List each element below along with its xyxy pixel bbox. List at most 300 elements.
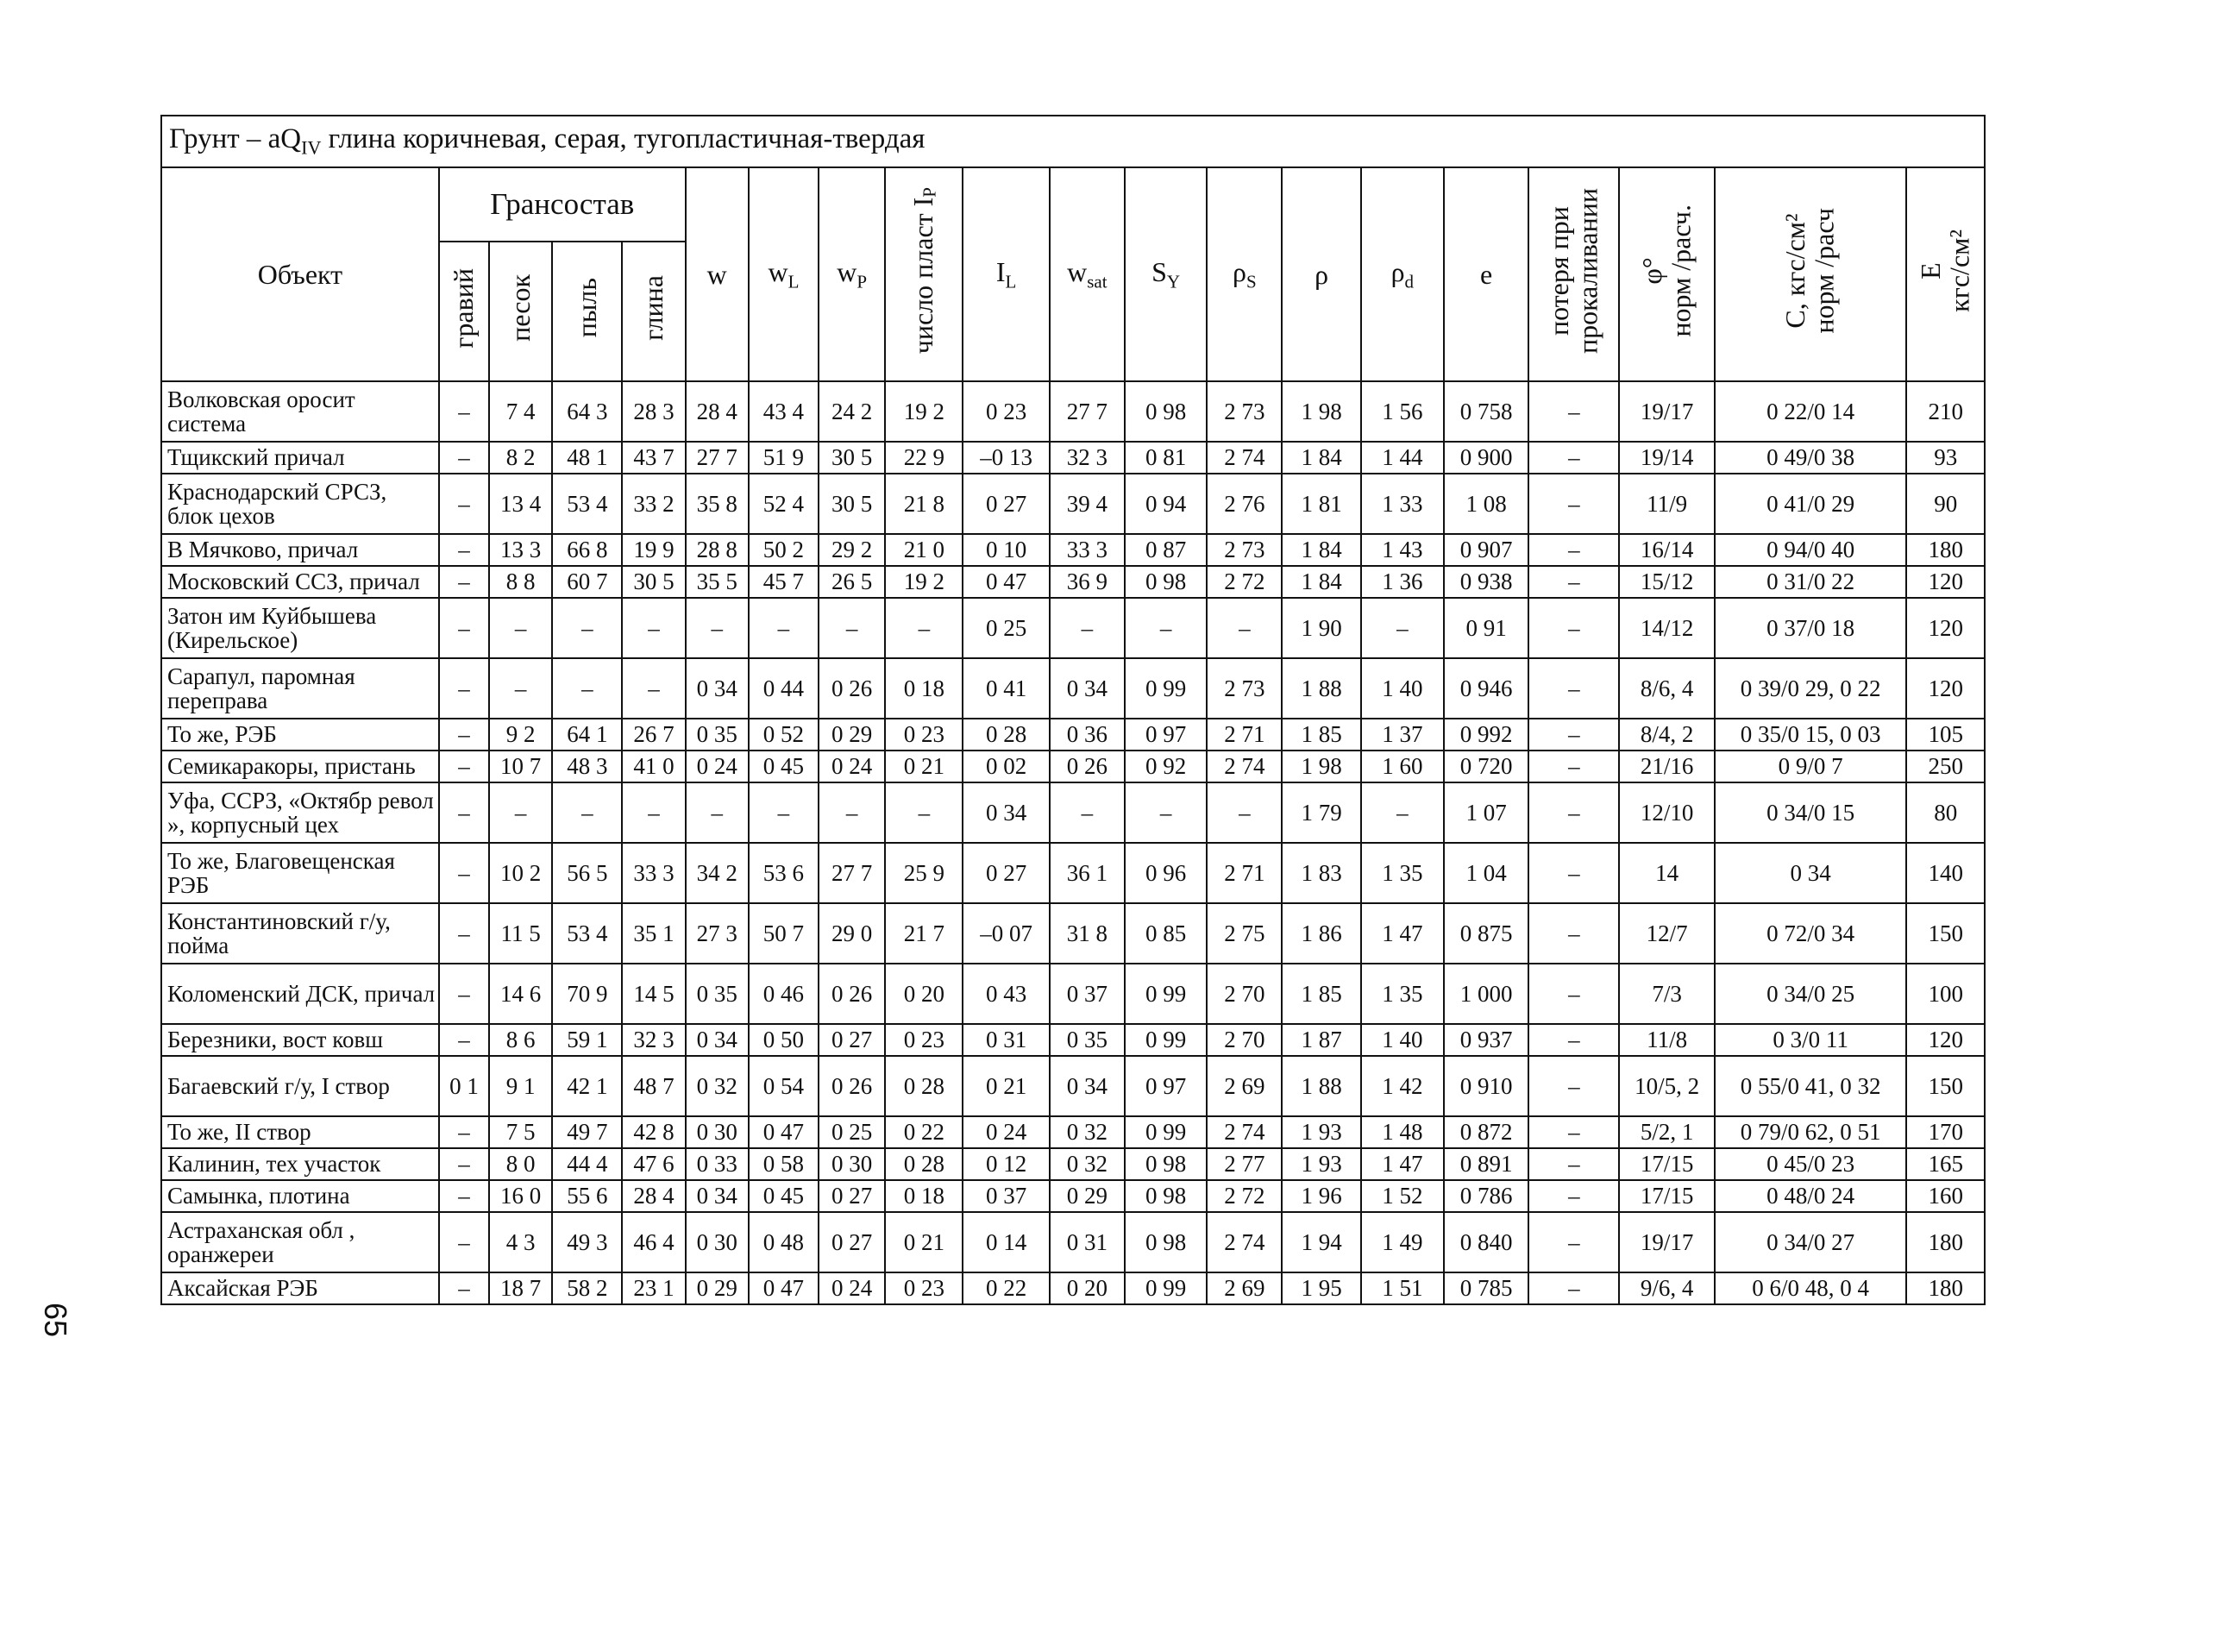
value-cell: –	[489, 598, 552, 658]
value-cell: 1 79	[1282, 782, 1360, 843]
header-grain-composition: Грансостав	[439, 167, 686, 242]
value-cell: 0 27	[819, 1212, 885, 1272]
value-cell: 0 26	[819, 964, 885, 1024]
value-cell: 0 34	[1050, 1056, 1125, 1116]
table-row	[161, 566, 1985, 598]
value-cell: 1 84	[1282, 566, 1360, 598]
value-cell: –	[439, 843, 489, 903]
value-cell: 140	[1906, 843, 1985, 903]
value-cell: 0 21	[885, 751, 963, 782]
value-cell: –	[1125, 782, 1207, 843]
value-cell: 0 35	[686, 964, 749, 1024]
value-cell: –	[1528, 534, 1619, 566]
table-row	[161, 964, 1985, 1024]
value-cell: 0 34/0 27	[1715, 1212, 1907, 1272]
value-cell: 56 5	[552, 843, 622, 903]
value-cell: –	[1361, 782, 1444, 843]
value-cell: 0 34	[686, 658, 749, 719]
value-cell: 1 000	[1444, 964, 1528, 1024]
value-cell: 1 47	[1361, 1148, 1444, 1180]
header-sr-text: S	[1151, 255, 1167, 287]
value-cell: –	[439, 903, 489, 964]
value-cell: 0 44	[749, 658, 819, 719]
value-cell: –	[686, 598, 749, 658]
table-row	[161, 534, 1985, 566]
header-il-sub: L	[1005, 271, 1017, 292]
value-cell: 27 7	[686, 442, 749, 474]
value-cell: 19/17	[1619, 381, 1714, 442]
value-cell: –0 13	[963, 442, 1049, 474]
value-cell: 1 56	[1361, 381, 1444, 442]
value-cell: 43 4	[749, 381, 819, 442]
value-cell: 0 27	[963, 843, 1049, 903]
value-cell: 1 81	[1282, 474, 1360, 534]
value-cell: 2 71	[1207, 719, 1282, 751]
value-cell: 8 0	[489, 1148, 552, 1180]
value-cell: 53 4	[552, 903, 622, 964]
value-cell: 90	[1906, 474, 1985, 534]
value-cell: 17/15	[1619, 1148, 1714, 1180]
value-cell: 11/9	[1619, 474, 1714, 534]
value-cell: 1 07	[1444, 782, 1528, 843]
value-cell: 50 2	[749, 534, 819, 566]
value-cell: 50 7	[749, 903, 819, 964]
value-cell: 0 937	[1444, 1024, 1528, 1056]
value-cell: 0 37	[963, 1180, 1049, 1212]
value-cell: 0 31	[1050, 1212, 1125, 1272]
value-cell: 210	[1906, 381, 1985, 442]
value-cell: 2 70	[1207, 1024, 1282, 1056]
value-cell: 0 81	[1125, 442, 1207, 474]
value-cell: 52 4	[749, 474, 819, 534]
value-cell: 36 1	[1050, 843, 1125, 903]
value-cell: 1 36	[1361, 566, 1444, 598]
header-ip-text: число пласт I	[907, 198, 939, 355]
object-name-cell: Сарапул, паромная переправа	[161, 658, 439, 719]
value-cell: 0 54	[749, 1056, 819, 1116]
value-cell: 0 91	[1444, 598, 1528, 658]
value-cell: 250	[1906, 751, 1985, 782]
value-cell: –	[1050, 598, 1125, 658]
value-cell: 11/8	[1619, 1024, 1714, 1056]
value-cell: 44 4	[552, 1148, 622, 1180]
value-cell: 0 22	[885, 1116, 963, 1148]
value-cell: 1 86	[1282, 903, 1360, 964]
value-cell: 0 910	[1444, 1056, 1528, 1116]
value-cell: 0 92	[1125, 751, 1207, 782]
value-cell: 0 99	[1125, 964, 1207, 1024]
value-cell: 32 3	[622, 1024, 685, 1056]
table-row	[161, 598, 1985, 658]
value-cell: 1 37	[1361, 719, 1444, 751]
value-cell: 48 7	[622, 1056, 685, 1116]
value-cell: 170	[1906, 1116, 1985, 1148]
value-cell: 0 25	[963, 598, 1049, 658]
value-cell: –	[439, 1272, 489, 1304]
value-cell: 0 946	[1444, 658, 1528, 719]
header-rhos-text: ρ	[1233, 255, 1246, 287]
value-cell: 26 5	[819, 566, 885, 598]
value-cell: 0 891	[1444, 1148, 1528, 1180]
value-cell: 30 5	[819, 442, 885, 474]
value-cell: 28 3	[622, 381, 685, 442]
value-cell: 0 98	[1125, 1212, 1207, 1272]
value-cell: 120	[1906, 1024, 1985, 1056]
value-cell: –	[622, 658, 685, 719]
value-cell: 9 2	[489, 719, 552, 751]
value-cell: 0 21	[963, 1056, 1049, 1116]
value-cell: 0 87	[1125, 534, 1207, 566]
value-cell: 0 31/0 22	[1715, 566, 1907, 598]
value-cell: 1 85	[1282, 719, 1360, 751]
object-name-cell: То же, РЭБ	[161, 719, 439, 751]
value-cell: 29 0	[819, 903, 885, 964]
value-cell: 0 99	[1125, 1116, 1207, 1148]
value-cell: 0 36	[1050, 719, 1125, 751]
value-cell: 14	[1619, 843, 1714, 903]
header-dust	[552, 242, 622, 381]
value-cell: 0 28	[885, 1056, 963, 1116]
header-c-line2: норм /расч	[1809, 208, 1841, 334]
table-row	[161, 1180, 1985, 1212]
table-row	[161, 782, 1985, 843]
header-wsat-sub: sat	[1087, 271, 1108, 292]
value-cell: 1 44	[1361, 442, 1444, 474]
value-cell: 0 30	[819, 1148, 885, 1180]
value-cell: 53 4	[552, 474, 622, 534]
value-cell: 0 32	[686, 1056, 749, 1116]
value-cell: 0 32	[1050, 1116, 1125, 1148]
value-cell: 120	[1906, 598, 1985, 658]
table-title	[161, 116, 1985, 167]
header-rhod-sub: d	[1404, 271, 1415, 292]
header-e-line2: кгс/см²	[1943, 229, 1975, 312]
value-cell: 34 2	[686, 843, 749, 903]
value-cell: 1 98	[1282, 751, 1360, 782]
value-cell: 0 12	[963, 1148, 1049, 1180]
value-cell: –	[552, 598, 622, 658]
header-wp-sub: P	[857, 271, 868, 292]
value-cell: 64 1	[552, 719, 622, 751]
header-phi-line2: норм /расч.	[1665, 204, 1697, 337]
value-cell: 1 52	[1361, 1180, 1444, 1212]
value-cell: –	[1207, 598, 1282, 658]
value-cell: 49 3	[552, 1212, 622, 1272]
header-il	[963, 167, 1049, 381]
value-cell: –	[552, 782, 622, 843]
object-name-cell: В Мячково, причал	[161, 534, 439, 566]
value-cell: 11 5	[489, 903, 552, 964]
table-row	[161, 1116, 1985, 1148]
value-cell: 45 7	[749, 566, 819, 598]
value-cell: –	[1050, 782, 1125, 843]
table-row	[161, 1212, 1985, 1272]
value-cell: 0 34	[963, 782, 1049, 843]
value-cell: –	[439, 1148, 489, 1180]
header-sr	[1125, 167, 1207, 381]
value-cell: 1 51	[1361, 1272, 1444, 1304]
value-cell: 0 27	[963, 474, 1049, 534]
value-cell: 0 23	[885, 1024, 963, 1056]
value-cell: 0 37/0 18	[1715, 598, 1907, 658]
value-cell: 0 98	[1125, 566, 1207, 598]
value-cell: 0 32	[1050, 1148, 1125, 1180]
value-cell: 35 1	[622, 903, 685, 964]
value-cell: 1 95	[1282, 1272, 1360, 1304]
value-cell: 2 73	[1207, 534, 1282, 566]
value-cell: 9/6, 4	[1619, 1272, 1714, 1304]
value-cell: 18 7	[489, 1272, 552, 1304]
value-cell: 1 60	[1361, 751, 1444, 782]
title-rest: глина коричневая, серая, тугопластичная-твердая	[321, 123, 926, 155]
value-cell: –	[439, 719, 489, 751]
value-cell: –	[622, 782, 685, 843]
value-cell: –	[489, 782, 552, 843]
value-cell: 0 47	[749, 1116, 819, 1148]
value-cell: 0 875	[1444, 903, 1528, 964]
header-c-line1: С, кгс/см²	[1779, 213, 1811, 329]
header-ignition-loss	[1528, 167, 1619, 381]
value-cell: –	[1528, 598, 1619, 658]
value-cell: 0 58	[749, 1148, 819, 1180]
value-cell: 1 04	[1444, 843, 1528, 903]
value-cell: 0 992	[1444, 719, 1528, 751]
value-cell: 2 76	[1207, 474, 1282, 534]
value-cell: 0 30	[686, 1212, 749, 1272]
value-cell: 0 99	[1125, 658, 1207, 719]
value-cell: 0 18	[885, 1180, 963, 1212]
value-cell: 19/17	[1619, 1212, 1714, 1272]
value-cell: 1 84	[1282, 442, 1360, 474]
value-cell: 2 73	[1207, 658, 1282, 719]
value-cell: 19/14	[1619, 442, 1714, 474]
value-cell: 16/14	[1619, 534, 1714, 566]
table-row	[161, 903, 1985, 964]
value-cell: 180	[1906, 1212, 1985, 1272]
value-cell: 0 29	[686, 1272, 749, 1304]
value-cell: 48 3	[552, 751, 622, 782]
value-cell: 0 29	[1050, 1180, 1125, 1212]
value-cell: 49 7	[552, 1116, 622, 1148]
value-cell: –	[1528, 782, 1619, 843]
value-cell: 80	[1906, 782, 1985, 843]
value-cell: 28 4	[622, 1180, 685, 1212]
value-cell: 2 69	[1207, 1272, 1282, 1304]
value-cell: 22 9	[885, 442, 963, 474]
value-cell: –	[1125, 598, 1207, 658]
value-cell: 0 22/0 14	[1715, 381, 1907, 442]
value-cell: –	[489, 658, 552, 719]
value-cell: 12/7	[1619, 903, 1714, 964]
value-cell: 0 20	[885, 964, 963, 1024]
soil-properties-table	[160, 115, 1986, 1305]
title-text: Грунт – aQ	[169, 123, 302, 155]
value-cell: 0 72/0 34	[1715, 903, 1907, 964]
value-cell: 160	[1906, 1180, 1985, 1212]
value-cell: –	[1528, 381, 1619, 442]
value-cell: 0 23	[885, 719, 963, 751]
value-cell: 0 29	[819, 719, 885, 751]
value-cell: –	[1528, 474, 1619, 534]
value-cell: 8/6, 4	[1619, 658, 1714, 719]
value-cell: –	[1528, 1212, 1619, 1272]
value-cell: 0 97	[1125, 1056, 1207, 1116]
value-cell: 7/3	[1619, 964, 1714, 1024]
value-cell: 27 7	[1050, 381, 1125, 442]
value-cell: 0 97	[1125, 719, 1207, 751]
value-cell: –	[439, 751, 489, 782]
value-cell: 120	[1906, 566, 1985, 598]
table-row	[161, 381, 1985, 442]
value-cell: 0 23	[963, 381, 1049, 442]
object-name-cell: То же, Благовещенская РЭБ	[161, 843, 439, 903]
value-cell: 0 23	[885, 1272, 963, 1304]
value-cell: –	[1528, 843, 1619, 903]
value-cell: 0 48	[749, 1212, 819, 1272]
header-sand	[489, 242, 552, 381]
header-e: e	[1444, 167, 1528, 381]
table-row	[161, 1272, 1985, 1304]
value-cell: 14 5	[622, 964, 685, 1024]
value-cell: 120	[1906, 658, 1985, 719]
object-name-cell: Московский ССЗ, причал	[161, 566, 439, 598]
value-cell: 13 4	[489, 474, 552, 534]
value-cell: 1 40	[1361, 658, 1444, 719]
value-cell: 0 34	[1715, 843, 1907, 903]
value-cell: 180	[1906, 1272, 1985, 1304]
value-cell: 100	[1906, 964, 1985, 1024]
value-cell: 0 79/0 62, 0 51	[1715, 1116, 1907, 1148]
value-cell: 25 9	[885, 843, 963, 903]
value-cell: –	[1528, 1148, 1619, 1180]
value-cell: 30 5	[819, 474, 885, 534]
value-cell: 43 7	[622, 442, 685, 474]
value-cell: 1 08	[1444, 474, 1528, 534]
value-cell: 1 94	[1282, 1212, 1360, 1272]
value-cell: –	[552, 658, 622, 719]
value-cell: 0 45/0 23	[1715, 1148, 1907, 1180]
value-cell: 150	[1906, 903, 1985, 964]
value-cell: 0 98	[1125, 381, 1207, 442]
header-rho-d	[1361, 167, 1444, 381]
value-cell: 0 26	[819, 658, 885, 719]
value-cell: 21/16	[1619, 751, 1714, 782]
value-cell: 2 74	[1207, 751, 1282, 782]
value-cell: 0 45	[749, 751, 819, 782]
value-cell: 180	[1906, 534, 1985, 566]
object-name-cell: Березники, вост ковш	[161, 1024, 439, 1056]
value-cell: 1 35	[1361, 843, 1444, 903]
value-cell: –	[1528, 1116, 1619, 1148]
value-cell: 0 720	[1444, 751, 1528, 782]
value-cell: 35 5	[686, 566, 749, 598]
header-modulus	[1906, 167, 1985, 381]
value-cell: 0 96	[1125, 843, 1207, 903]
value-cell: 8 2	[489, 442, 552, 474]
table-row	[161, 719, 1985, 751]
value-cell: –	[1361, 598, 1444, 658]
value-cell: –	[885, 782, 963, 843]
value-cell: 0 28	[963, 719, 1049, 751]
header-sr-sub: Y	[1166, 271, 1181, 292]
value-cell: 1 49	[1361, 1212, 1444, 1272]
value-cell: –	[439, 474, 489, 534]
value-cell: 42 8	[622, 1116, 685, 1148]
table-body	[161, 381, 1985, 1304]
value-cell: 23 1	[622, 1272, 685, 1304]
header-wp	[819, 167, 885, 381]
value-cell: 21 7	[885, 903, 963, 964]
value-cell: 0 24	[819, 751, 885, 782]
value-cell: –	[1528, 1180, 1619, 1212]
value-cell: 0 94/0 40	[1715, 534, 1907, 566]
value-cell: 0 907	[1444, 534, 1528, 566]
value-cell: –	[439, 566, 489, 598]
value-cell: 0 47	[749, 1272, 819, 1304]
title-subscript: IV	[301, 136, 322, 159]
value-cell: 32 3	[1050, 442, 1125, 474]
value-cell: 0 3/0 11	[1715, 1024, 1907, 1056]
value-cell: 0 758	[1444, 381, 1528, 442]
value-cell: 66 8	[552, 534, 622, 566]
value-cell: –	[439, 442, 489, 474]
value-cell: 0 10	[963, 534, 1049, 566]
table-row	[161, 843, 1985, 903]
object-name-cell: Семикаракоры, пристань	[161, 751, 439, 782]
object-name-cell: Астраханская обл , оранжереи	[161, 1212, 439, 1272]
value-cell: 0 20	[1050, 1272, 1125, 1304]
object-name-cell: Тщикский причал	[161, 442, 439, 474]
value-cell: 0 45	[749, 1180, 819, 1212]
value-cell: 9 1	[489, 1056, 552, 1116]
value-cell: 0 18	[885, 658, 963, 719]
value-cell: 93	[1906, 442, 1985, 474]
value-cell: –	[622, 598, 685, 658]
value-cell: –	[439, 381, 489, 442]
table-row	[161, 751, 1985, 782]
value-cell: 8/4, 2	[1619, 719, 1714, 751]
object-name-cell: Волковская оросит система	[161, 381, 439, 442]
value-cell: –	[1528, 964, 1619, 1024]
value-cell: 1 40	[1361, 1024, 1444, 1056]
value-cell: 2 74	[1207, 442, 1282, 474]
value-cell: 0 99	[1125, 1024, 1207, 1056]
header-rho: ρ	[1282, 167, 1360, 381]
value-cell: 42 1	[552, 1056, 622, 1116]
header-e-line1: E	[1915, 262, 1947, 280]
header-phi	[1619, 167, 1714, 381]
value-cell: 19 2	[885, 566, 963, 598]
value-cell: –	[1207, 782, 1282, 843]
value-cell: 0 33	[686, 1148, 749, 1180]
value-cell: 24 2	[819, 381, 885, 442]
value-cell: 0 43	[963, 964, 1049, 1024]
value-cell: 1 88	[1282, 658, 1360, 719]
value-cell: 1 35	[1361, 964, 1444, 1024]
value-cell: 0 35	[686, 719, 749, 751]
value-cell: 0 46	[749, 964, 819, 1024]
value-cell: 1 90	[1282, 598, 1360, 658]
header-plasticity-index	[885, 167, 963, 381]
value-cell: 10 2	[489, 843, 552, 903]
value-cell: 1 33	[1361, 474, 1444, 534]
value-cell: 0 27	[819, 1180, 885, 1212]
value-cell: –	[439, 598, 489, 658]
value-cell: 55 6	[552, 1180, 622, 1212]
value-cell: 0 02	[963, 751, 1049, 782]
value-cell: 0 48/0 24	[1715, 1180, 1907, 1212]
value-cell: 2 75	[1207, 903, 1282, 964]
